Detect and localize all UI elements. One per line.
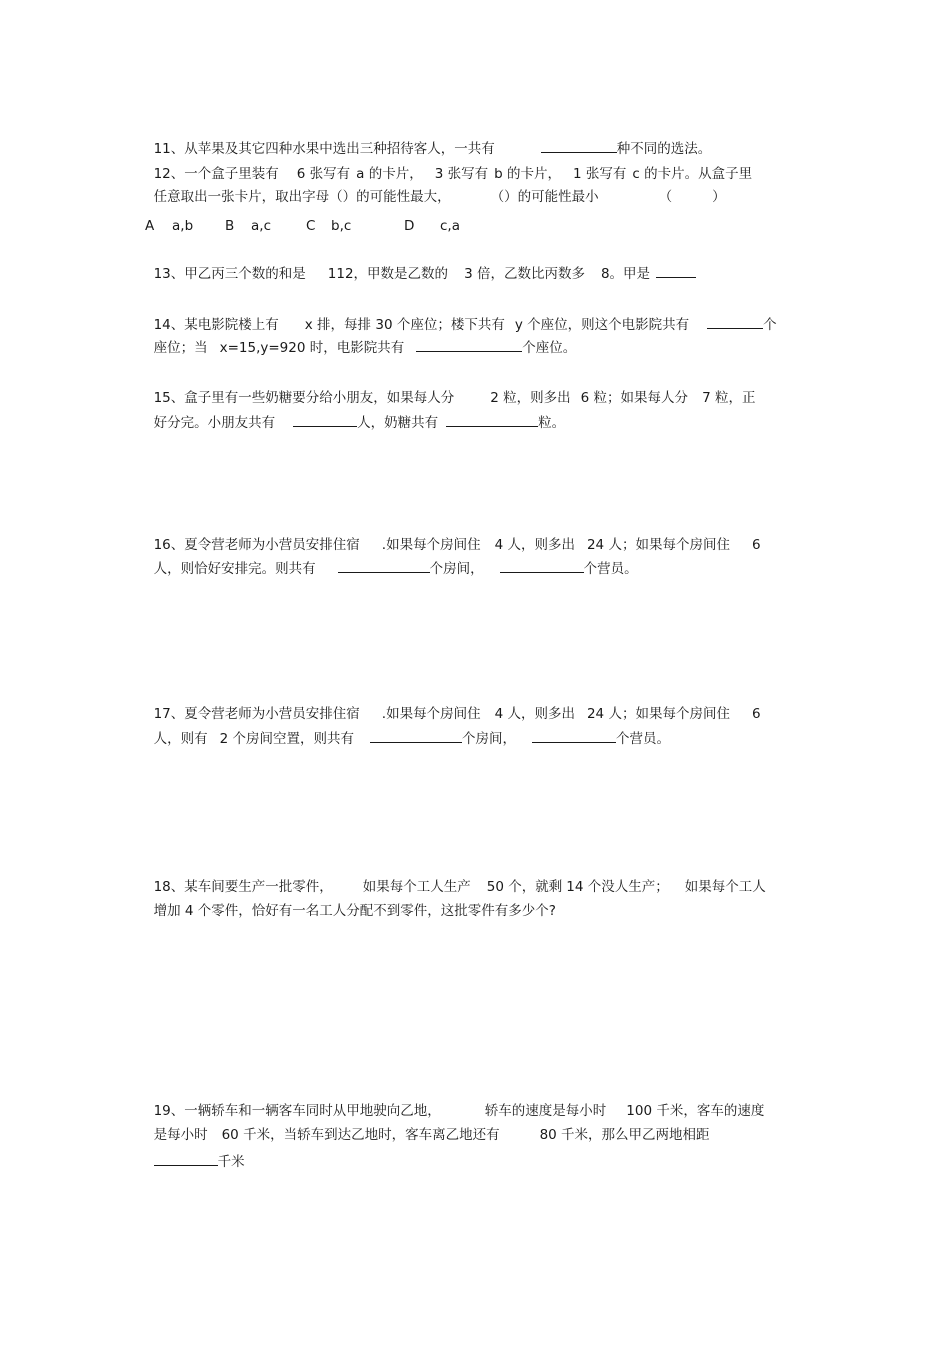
- q17-answer-blank-1[interactable]: [370, 729, 462, 743]
- option-c-value: b,c: [331, 218, 352, 234]
- q16-text-4: 24 人；如果每个房间住: [586, 537, 730, 553]
- q18-text-4: 14 个没人生产；: [566, 879, 669, 895]
- q13-text-2: 112，甲数是乙数的: [327, 266, 449, 282]
- question-13: [145, 246, 696, 282]
- q15-text-5: 好分完。小朋友共有: [153, 415, 276, 431]
- q12-text-4: 3 张写有: [434, 166, 489, 182]
- question-17-line-2: [145, 711, 670, 747]
- question-19-line-3: [145, 1134, 245, 1170]
- question-12-options: [145, 199, 460, 234]
- q19-text-6: 80 千米，那么甲乙两地相距: [539, 1127, 710, 1143]
- q19-text-3: 100 千米，客车的速度: [626, 1103, 765, 1119]
- q14-text-5: 座位；当: [153, 340, 208, 356]
- q19-text-4: 是每小时: [153, 1127, 208, 1143]
- q18-text-5: 如果每个工人: [684, 879, 766, 895]
- question-19-line-1: [145, 1084, 765, 1119]
- q12-text-7: c 的卡片。从盒子里: [632, 166, 753, 182]
- q16-text-7: 个房间，: [429, 561, 484, 577]
- q12-text-6: 1 张写有: [573, 166, 627, 182]
- q13-text-1: 13、甲乙丙三个数的和是: [153, 266, 306, 282]
- q11-text-2: 种不同的选法。: [616, 141, 712, 157]
- q12-text-8: 任意取出一张卡片，取出字母（）的可能性最大，: [153, 189, 451, 205]
- question-11: [145, 121, 712, 157]
- q14-text-7: 个座位。: [522, 340, 577, 356]
- question-16-line-1: [145, 518, 761, 553]
- q19-text-1: 19、一辆轿车和一辆客车同时从甲地驶向乙地，: [153, 1103, 441, 1119]
- q18-text-2: 如果每个工人生产: [362, 879, 471, 895]
- q19-text-7: 千米: [217, 1154, 245, 1170]
- q16-text-2: .如果每个房间住: [381, 537, 481, 553]
- q19-answer-blank[interactable]: [154, 1152, 218, 1166]
- q17-text-2: .如果每个房间住: [381, 706, 481, 722]
- q11-text-1: 11、从苹果及其它四种水果中选出三种招待客人，一共有: [153, 141, 495, 157]
- option-d-value: c,a: [440, 218, 460, 234]
- question-18-line-1: [145, 860, 766, 895]
- q15-answer-blank-2[interactable]: [446, 413, 538, 427]
- question-15-line-2: [145, 395, 566, 431]
- q15-text-1: 15、盒子里有一些奶糖要分给小朋友，如果每人分: [153, 390, 455, 406]
- q15-text-2: 2 粒，则多出: [490, 390, 571, 406]
- q14-answer-blank-1[interactable]: [707, 315, 763, 329]
- q15-text-6: 人，奶糖共有: [357, 415, 439, 431]
- q12-text-1: 12、一个盒子里装有: [153, 166, 279, 182]
- q15-text-3: 6 粒；如果每人分: [580, 390, 689, 406]
- q17-text-9: 个营员。: [615, 731, 670, 747]
- q17-text-6: 人，则有: [153, 731, 208, 747]
- q15-text-7: 粒。: [538, 415, 566, 431]
- q17-text-5: 6: [751, 706, 761, 722]
- q16-answer-blank-2[interactable]: [500, 559, 584, 573]
- question-14-line-2: [145, 320, 577, 356]
- q12-paren-close: ）: [712, 189, 726, 205]
- question-18-line-2: [145, 884, 556, 919]
- q14-text-2: x 排，每排 30 个座位；楼下共有: [304, 317, 505, 333]
- q18-text-6: 增加 4 个零件，恰好有一名工人分配不到零件，这批零件有多少个?: [153, 903, 556, 919]
- q19-text-5: 60 千米，当轿车到达乙地时，客车离乙地还有: [221, 1127, 500, 1143]
- option-a-value: a,b: [172, 218, 194, 234]
- q16-text-8: 个营员。: [583, 561, 638, 577]
- q13-text-4: 8。甲是: [600, 266, 651, 282]
- q16-text-1: 16、夏令营老师为小营员安排住宿: [153, 537, 360, 553]
- q14-text-1: 14、某电影院楼上有: [153, 317, 279, 333]
- question-14-line-1: [145, 297, 777, 333]
- option-b-letter: B: [225, 218, 235, 234]
- q16-answer-blank-1[interactable]: [338, 559, 430, 573]
- q17-text-3: 4 人，则多出: [494, 706, 575, 722]
- q18-text-3: 50 个，就剩: [486, 879, 563, 895]
- q16-text-3: 4 人，则多出: [494, 537, 575, 553]
- q14-text-6: x=15,y=920 时，电影院共有: [219, 340, 405, 356]
- q16-text-6: 人，则恰好安排完。则共有: [153, 561, 316, 577]
- q14-answer-blank-2[interactable]: [416, 338, 522, 352]
- q17-text-1: 17、夏令营老师为小营员安排住宿: [153, 706, 360, 722]
- q12-text-5: b 的卡片，: [494, 166, 562, 182]
- q17-text-8: 个房间，: [461, 731, 516, 747]
- question-12-line-2: [145, 170, 726, 205]
- q13-text-3: 3 倍，乙数比丙数多: [464, 266, 585, 282]
- q12-text-2: 6 张写有: [296, 166, 351, 182]
- question-19-line-2: [145, 1108, 710, 1143]
- option-a-letter: A: [145, 218, 155, 234]
- option-c-letter: C: [306, 218, 316, 234]
- q14-text-4: 个: [763, 317, 777, 333]
- q14-text-3: y 个座位，则这个电影院共有: [514, 317, 690, 333]
- q18-text-1: 18、某车间要生产一批零件，: [153, 879, 333, 895]
- q12-text-3: a 的卡片，: [356, 166, 423, 182]
- question-15-line-1: [145, 371, 756, 406]
- q15-answer-blank-1[interactable]: [293, 413, 357, 427]
- option-b-value: a,c: [251, 218, 271, 234]
- q15-text-4: 7 粒，正: [702, 390, 756, 406]
- q17-answer-blank-2[interactable]: [532, 729, 616, 743]
- q12-paren-open: （: [658, 189, 673, 205]
- q16-text-5: 6: [751, 537, 761, 553]
- q17-text-7: 2 个房间空置，则共有: [219, 731, 354, 747]
- option-d-letter: D: [404, 218, 415, 234]
- q13-answer-blank[interactable]: [656, 264, 696, 278]
- q12-text-9: （）的可能性最小: [490, 189, 599, 205]
- q19-text-2: 轿车的速度是每小时: [484, 1103, 607, 1119]
- q17-text-4: 24 人；如果每个房间住: [586, 706, 730, 722]
- question-16-line-2: [145, 541, 638, 577]
- question-12-line-1: [145, 147, 753, 182]
- question-17-line-1: [145, 687, 761, 722]
